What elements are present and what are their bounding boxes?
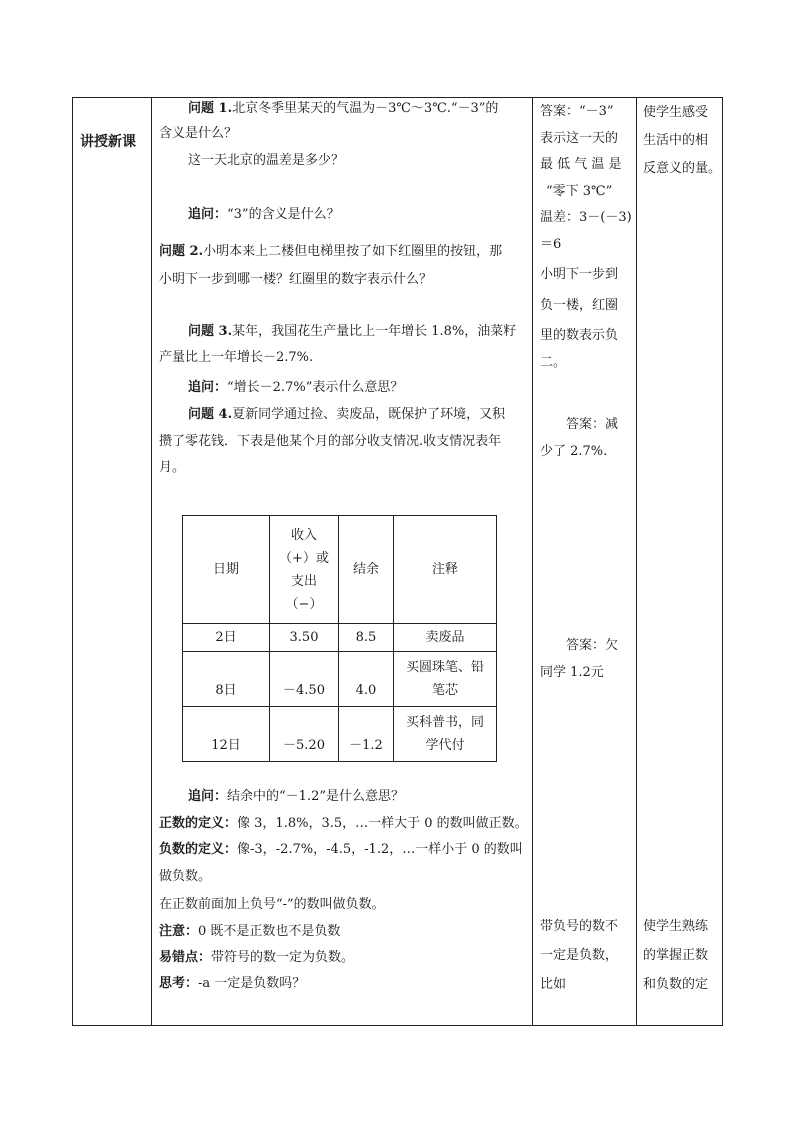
question-4-line2: 攒了零花钱．下表是他某个月的部分收支情况.收支情况表年 <box>159 434 502 449</box>
table-bottom-border <box>72 1025 723 1026</box>
question-1-followup: 追问：“3”的含义是什么？ <box>188 207 340 222</box>
question-2-label: 问题 2. <box>159 244 204 259</box>
row-date: 12日 <box>183 707 270 762</box>
question-3-followup: 追问：“增长－2.7%”表示什么意思？ <box>188 380 404 395</box>
header-note: 注释 <box>394 516 497 624</box>
row-date: 8日 <box>183 652 270 707</box>
row-note: 买科普书，同 学代付 <box>394 707 497 762</box>
ledger-header-row <box>183 516 497 624</box>
question-1 <box>188 99 498 119</box>
row-amount: －4.50 <box>270 652 339 707</box>
negative-number-definition: 负数的定义：像-3，-2.7%，-4.5，-1.2，…一样小于 0 的数叫 <box>159 842 523 857</box>
header-date: 日期 <box>183 516 270 624</box>
answer-block-1: 答案：“－3” 表示这一天的 最 低 气 温 是 “零下 3℃” 温差：3－(－3) ＝6 小明下一步到 负一楼，红圈 里的数表示负 二。 <box>540 104 632 370</box>
think-question: 思考：-a 一定是负数吗？ <box>159 976 306 991</box>
question-1-line2: 含义是什么？ <box>159 126 238 141</box>
question-1-line3: 这一天北京的温差是多少？ <box>188 153 345 168</box>
row-balance: 4.0 <box>339 652 394 707</box>
row-amount: －5.20 <box>270 707 339 762</box>
row-amount: 3.50 <box>270 624 339 652</box>
header-balance: 结余 <box>339 516 394 624</box>
question-4: 问题 4.夏新同学通过捡、卖废品，既保护了环境，又积 <box>188 407 506 422</box>
question-1-label: 问题 1. <box>188 101 233 116</box>
question-1-text: 北京冬季里某天的气温为－3℃～3℃.“－3”的 <box>232 101 499 116</box>
question-2-line2: 小明下一步到哪一楼？红圈里的数字表示什么？ <box>159 272 433 287</box>
table-row <box>183 707 497 762</box>
section-label: 讲授新课 <box>80 134 136 150</box>
answer-block-5: 带负号的数不 一定是负数， 比如 <box>540 919 619 992</box>
question-4-label: 问题 4. <box>188 407 233 422</box>
purpose-block-2: 使学生熟练 的掌握正数 和负数的定 <box>643 919 709 992</box>
table-row <box>183 624 497 652</box>
column-divider-3 <box>636 97 637 1026</box>
question-2: 问题 2.小明本来上二楼但电梯里按了如下红圈里的按钮，那 <box>159 244 503 259</box>
row-date: 2日 <box>183 624 270 652</box>
note: 注意：0 既不是正数也不是负数 <box>159 924 341 939</box>
table-top-border <box>72 97 723 98</box>
column-divider-1 <box>151 97 152 1026</box>
table-row <box>183 652 497 707</box>
pitfall: 易错点：带符号的数一定为负数。 <box>159 950 355 965</box>
purpose-block-1: 使学生感受 生活中的相 反意义的量。 <box>643 105 722 176</box>
table-left-border <box>72 97 73 1026</box>
question-4-followup: 追问：结余中的“－1.2”是什么意思？ <box>188 789 404 804</box>
table-right-border <box>722 97 723 1026</box>
question-3-label: 问题 3. <box>188 324 233 339</box>
row-balance: －1.2 <box>339 707 394 762</box>
row-note: 卖废品 <box>394 624 497 652</box>
positive-number-definition: 正数的定义：像 3，1.8%，3.5，…一样大于 0 的数叫做正数。 <box>159 816 528 831</box>
column-divider-2 <box>532 97 533 1026</box>
header-income-expense: 收入 （+）或 支出 （−） <box>270 516 339 624</box>
row-note: 买圆珠笔、铅 笔芯 <box>394 652 497 707</box>
answer-block-4: 答案：欠 同学 1.2元 <box>540 638 619 680</box>
sign-rule: 在正数前面加上负号“-”的数叫做负数。 <box>159 897 385 912</box>
question-3: 问题 3.某年，我国花生产量比上一年增长 1.8%，油菜籽 <box>188 324 517 339</box>
negative-number-definition-line2: 做负数。 <box>159 869 212 884</box>
ledger-table <box>182 515 497 762</box>
question-3-line2: 产量比上一年增长－2.7%. <box>159 350 314 365</box>
answer-block-3: 答案：减 少了 2.7%. <box>540 417 619 459</box>
question-4-line3: 月。 <box>159 460 186 475</box>
row-balance: 8.5 <box>339 624 394 652</box>
